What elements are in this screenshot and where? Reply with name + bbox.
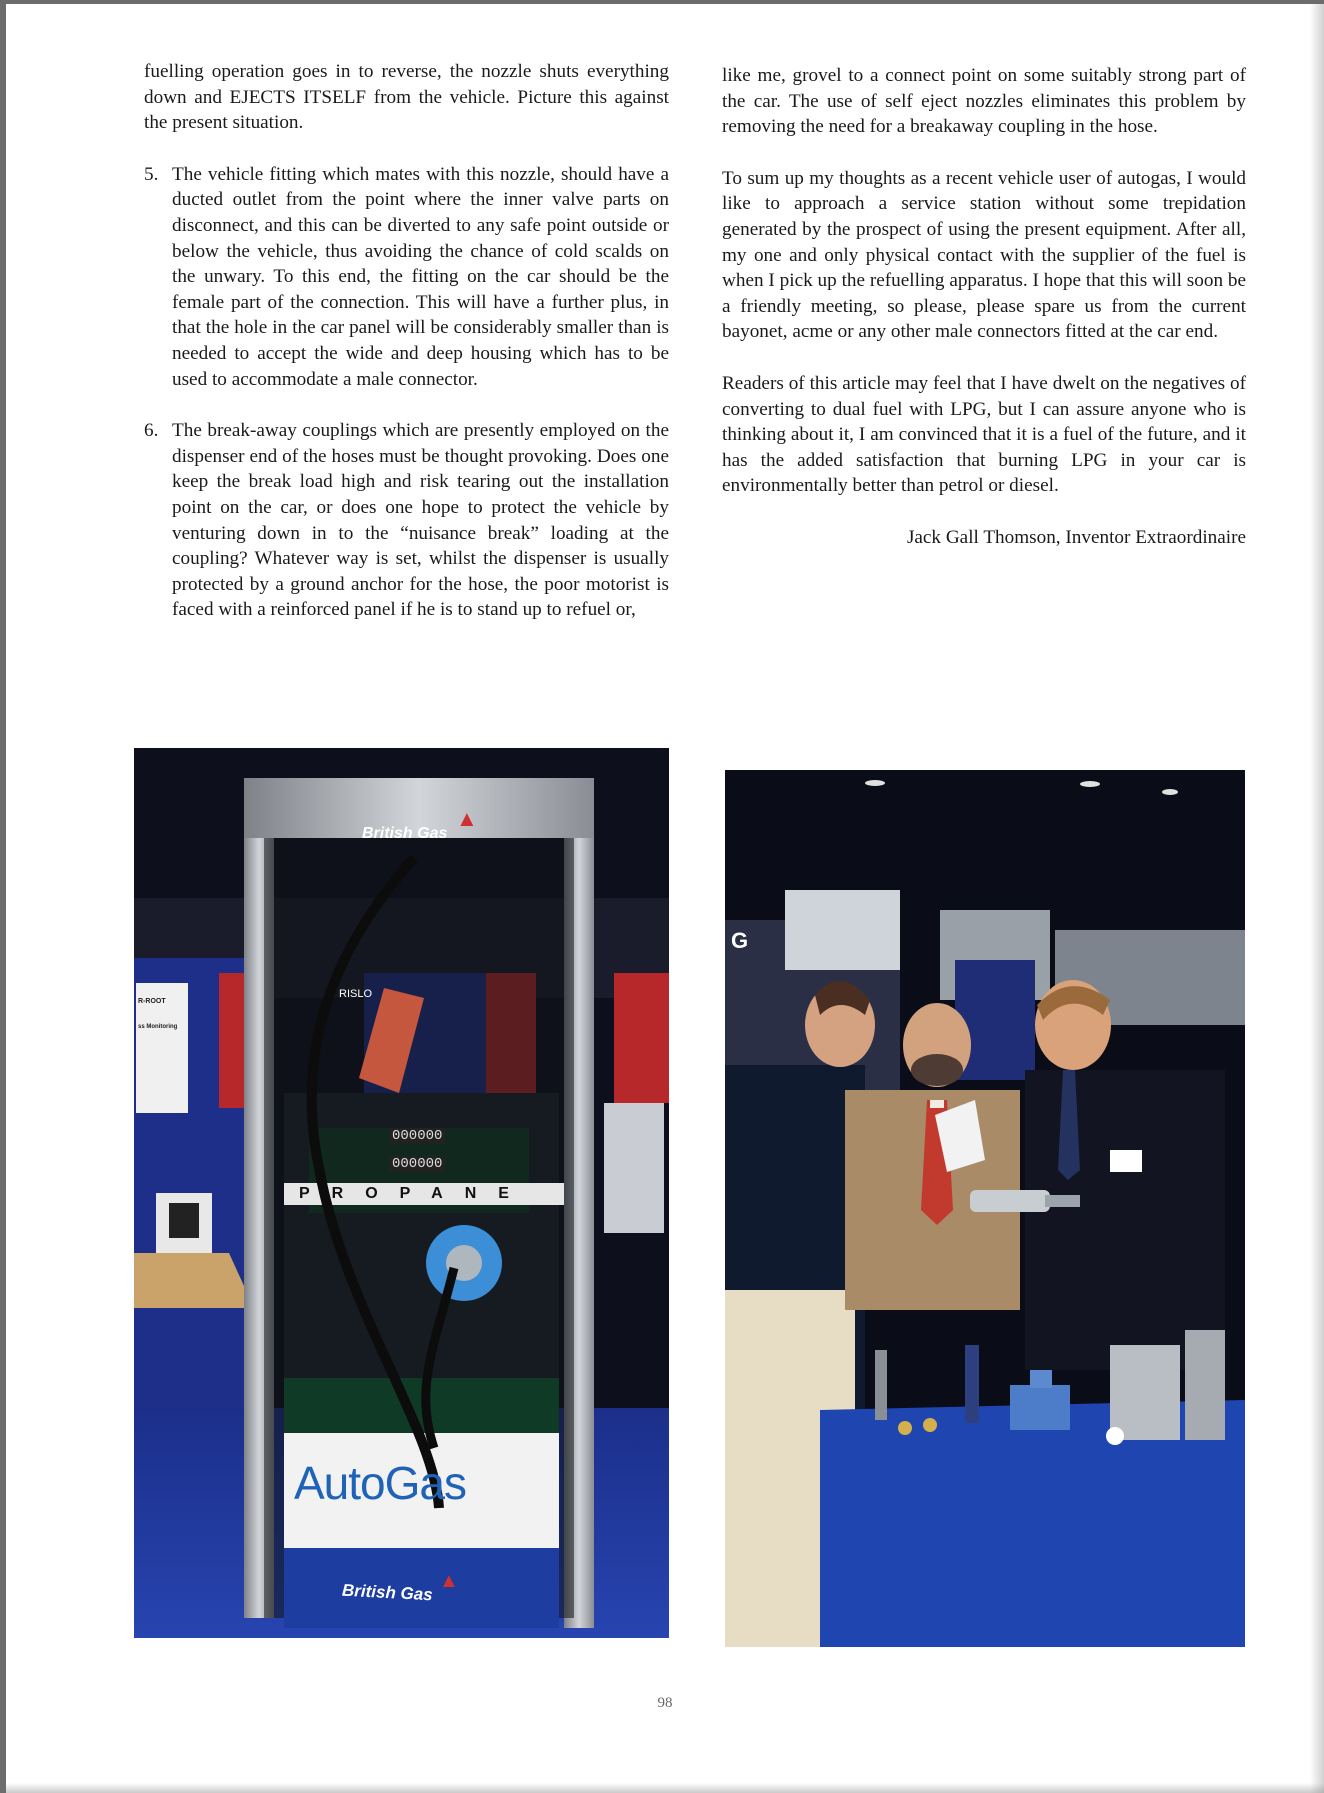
british-gas-flame-icon: ▲ — [439, 1570, 459, 1592]
booth-sign-title: R-ROOT — [138, 998, 166, 1005]
list-item-text: The break-away couplings which are presently employed on the dispenser end of the hoses must be thought provoking. Does one keep the break load high and risk tearing out the installation point on the car, or does one hope to protect the vehicle by venturing down in to the “nuisance break” loading at the coupling? Whatever way is set, whilst the dispenser is usually protected by a ground anchor for the hose, the poor motorist is faced with a reinforced panel if he is to stand up to refuel or, — [172, 420, 669, 621]
page-number: 98 — [657, 1695, 673, 1711]
list-item-text: The vehicle fitting which mates with this nozzle, should have a ducted outlet from the point where the inner valve parts on disconnect, and this can be diverted to any safe point outside or below the vehicle, thus avoiding the chance of cold scalds on the unwary. To this end, the fitting on the car should be the female part of the connection. This will have a further plus, in that the hole in the car panel will be considerably smaller than is needed to accept the wide and deep housing which has to be used to accommodate a male connector. — [172, 163, 669, 390]
dispenser-display-secondary: 000000 — [389, 1156, 445, 1172]
stand-sign: RISLO — [339, 988, 373, 1000]
british-gas-logo-top: British Gas — [362, 825, 448, 842]
list-item-6 — [144, 418, 669, 623]
dispenser-display: 000000 — [389, 1128, 445, 1144]
page-edge-shadow — [1310, 4, 1324, 1793]
author-signature: Jack Gall Thomson, Inventor Extraordinaire — [906, 526, 1246, 548]
booth-sign-subtitle: ss Monitoring — [138, 1024, 178, 1030]
propane-label: PROPANE — [299, 1185, 531, 1202]
page-bottom-shadow — [6, 1783, 1324, 1793]
list-item-5 — [144, 162, 669, 392]
booth-letter: G — [731, 928, 749, 953]
closing-paragraph: Readers of this article may feel that I have dwelt on the negatives of converting to dual fuel with LPG, but I can assure anyone who is thinking about it, I am convinced that it is a fuel of the future, and it has the added satisfaction that burning LPG in your car is environmentally better than petrol or diesel. — [722, 372, 1246, 497]
continuation-paragraph: like me, grovel to a connect point on some suitably strong part of the car. The use of self eject nozzles eliminates this problem by removing the need for a breakaway coupling in the hose. — [722, 65, 1246, 138]
autogas-logo: AutoGas — [294, 1457, 466, 1509]
british-gas-logo-bottom: British Gas — [341, 1580, 434, 1605]
british-gas-flame-icon: ▲ — [456, 806, 478, 831]
list-number: 6. — [144, 420, 159, 442]
right-text-column — [722, 63, 1246, 551]
list-number: 5. — [144, 163, 159, 185]
left-text-column — [144, 59, 669, 623]
summary-paragraph: To sum up my thoughts as a recent vehicle user of autogas, I would like to approach a service station without some trepidation generated by the prospect of using the present equipment. After all, my one and only physical contact with the supplier of the fuel is when I pick up the refuelling apparatus. I hope that this will soon be a friendly meeting, so please, please spare us from the current bayonet, acme or any other male connectors fitted at the car end. — [722, 167, 1246, 343]
photo-autogas-dispenser — [134, 748, 669, 1638]
exhibition-photo-illustration — [725, 770, 1245, 1647]
document-page — [6, 4, 1324, 1793]
photo-exhibition-stand — [725, 770, 1245, 1647]
intro-paragraph: fuelling operation goes in to reverse, the nozzle shuts everything down and EJECTS ITSELF from the vehicle. Picture this against the present situation. — [144, 61, 669, 134]
